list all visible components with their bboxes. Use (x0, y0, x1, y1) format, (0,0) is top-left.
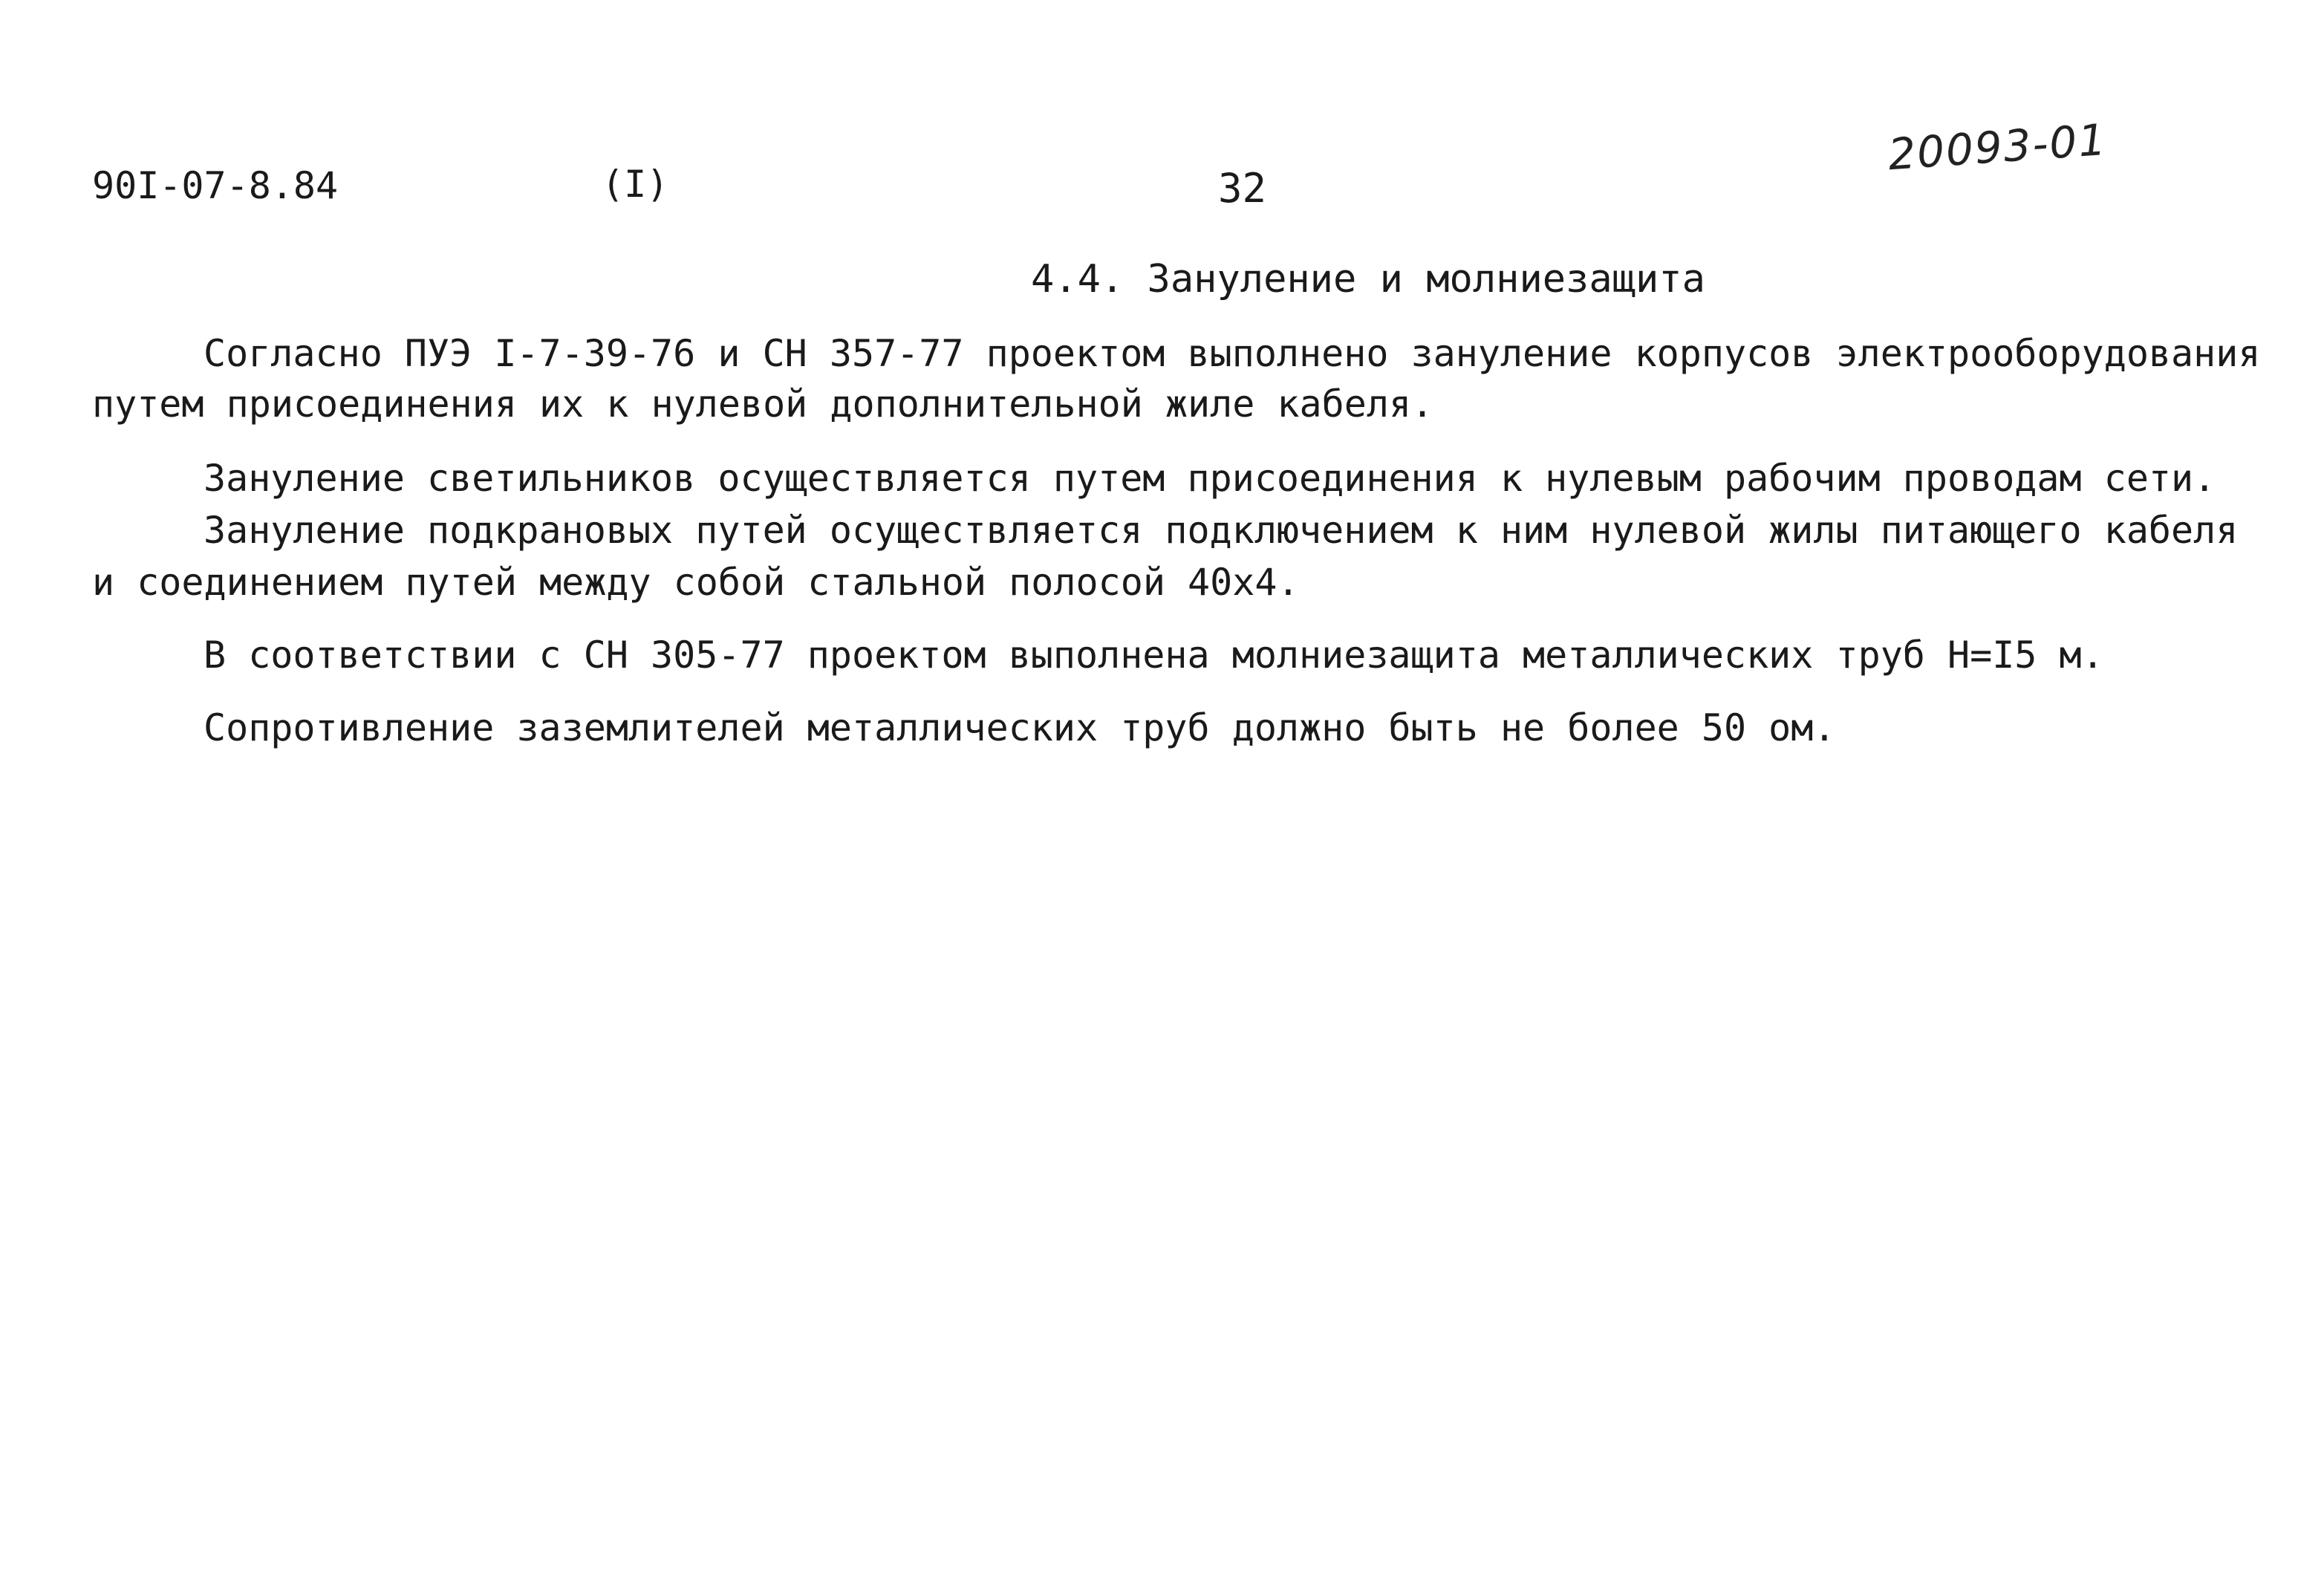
paragraph-1-line-2: путем присоединения их к нулевой дополнительной жиле кабеля. (92, 382, 1434, 426)
paragraph-5-line-1: Сопротивление заземлителей металлических труб должно быть не более 50 ом. (204, 706, 1836, 749)
paragraph-3-line-1: Зануление подкрановых путей осуществляется подключением к ним нулевой жилы питающего кабеля (204, 509, 2239, 552)
handwritten-inventory-number: 20093-01 (1886, 114, 2109, 180)
document-code: 90I-07-8.84 (92, 164, 339, 207)
sheet-marker: (I) (602, 163, 669, 206)
paragraph-1-line-1: Согласно ПУЭ I-7-39-76 и СН 357-77 проектом выполнено зануление корпусов электрооборудования (204, 332, 2261, 375)
paragraph-2-line-1: Зануление светильников осуществляется путем присоединения к нулевым рабочим проводам сети. (204, 457, 2216, 500)
section-title: 4.4. Зануление и молниезащита (1031, 257, 1705, 302)
page-number: 32 (1218, 165, 1267, 212)
paragraph-3-line-2: и соединением путей между собой стальной полосой 40х4. (92, 561, 1300, 604)
paragraph-4-line-1: В соответствии с СН 305-77 проектом выполнена молниезащита металлических труб Н=I5 м. (204, 634, 2104, 677)
